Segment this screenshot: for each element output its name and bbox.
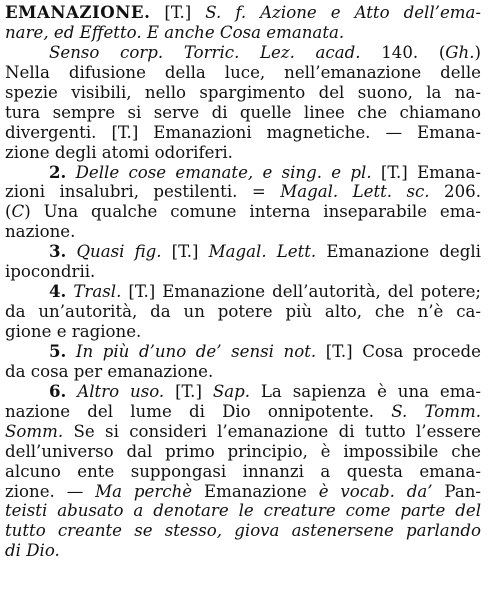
italic-run: S. f. Azione e Atto dell’ema- [205,3,481,22]
text-line [5,182,481,202]
italic-run: Quasi fig. [76,242,162,262]
italic-run: Altro uso. [77,381,165,401]
text-run: zioni insalubri, pestilenti. = [5,182,281,202]
text-run: [T.] [161,242,209,262]
italic-run: Magal. Lett. sc. [280,182,430,202]
text-line [5,322,481,342]
text-line [5,23,481,43]
text-run: Emanazione [192,481,319,501]
text-run: [T.] Cosa procede [316,341,481,361]
text-run: spezie visibili, nello spargimento del suono, la na- [5,82,481,102]
text-line [5,521,481,541]
text-run: [T.] [164,381,213,401]
text-run: 206. [429,182,481,202]
text-run: nazione del lume di Dio onnipotente. [5,401,392,421]
italic-run: Senso corp. Torric. Lez. acad. [49,42,361,62]
text-line [5,3,481,23]
text-run [66,242,76,261]
text-line [5,422,481,442]
text-line [5,222,481,242]
text-line [5,302,481,322]
sense-number: 4. [49,282,67,302]
text-line [5,541,481,561]
italic-run: In più d’uno de’ sensi not. [75,341,317,361]
text-line [5,202,481,222]
italic-run: teisti abusato a denotare le creature come parte del [5,501,481,521]
italic-run: Magal. Lett. [208,242,317,262]
text-run [66,163,75,182]
italic-run: C [11,202,25,222]
text-run [66,342,76,361]
headword: EMANAZIONE. [5,3,151,22]
text-run: Emanazione degli [316,242,481,262]
text-run: La sapienza è una ema- [250,381,481,401]
text-line [5,83,481,103]
sense-number: 3. [49,242,67,262]
italic-run: Somm. [5,421,64,441]
text-line [5,262,481,282]
text-line [5,143,481,163]
italic-run: di Dio. [5,541,60,561]
text-run: nazione. [5,222,76,242]
text-line [5,163,481,183]
text-run: 140. ( [360,42,446,62]
text-run: Se si consideri l’emanazione di tutto l’essere [63,421,481,441]
italic-run: Delle cose emanate, e sing. e pl. [75,162,372,182]
text-run: ) Una qualche comune interna inseparabile ema- [24,202,481,222]
text-line [5,242,481,262]
sense-number: 6. [49,381,67,401]
text-run: dell’universo dal primo principio, è impossibile che [5,441,481,461]
sense-number: 2. [49,162,67,182]
text-run: ) [474,42,481,62]
text-line [5,103,481,123]
text-run: gione e ragione. [5,322,142,341]
text-line [5,501,481,521]
text-line [5,382,481,402]
text-run: tura sempre si serve di quelle linee che chiamano [5,102,481,122]
italic-run: Sap. [212,381,250,401]
italic-run: è vocab. da’ [318,481,433,501]
text-run: alcuno ente suppongasi innanzi a questa emana- [5,461,481,481]
text-run: zione degli atomi odoriferi. [5,142,233,162]
text-run: ipocondrii. [5,262,96,282]
text-line [5,442,481,462]
text-line [5,402,481,422]
text-run: Nella difusione della luce, nell’emanazione delle [5,62,481,82]
italic-run: tutto creante se stesso, giova astenersene parlando [5,521,481,541]
text-run: da un’autorità, da un potere più alto, che n’è ca- [5,302,481,322]
italic-run: S. Tomm. [391,401,481,421]
text-line [5,462,481,482]
text-line [5,282,481,302]
text-run [66,382,77,401]
text-run: zione. — [5,481,96,501]
dictionary-entry [5,3,481,561]
text-run: da cosa per emanazione. [5,361,214,381]
text-line [5,123,481,143]
text-line [5,63,481,83]
italic-run: nare, ed Effetto. E anche Cosa emanata. [5,22,345,42]
text-run: [T.] [150,3,206,22]
italic-run: Ma perchè [95,481,193,501]
text-run: divergenti. [T.] Emanazioni magnetiche. — Emana- [5,122,481,142]
text-run: [T.] Emana- [371,162,481,182]
text-line [5,342,481,362]
sense-number: 5. [49,341,67,361]
italic-run: Gh. [445,42,475,62]
text-run: ( [5,202,12,222]
text-run: Pan- [432,481,481,501]
text-line [5,43,481,63]
text-line [5,362,481,382]
italic-run: Trasl. [73,282,122,302]
text-line [5,482,481,502]
text-run: [T.] Emanazione dell’autorità, del potere; [121,282,481,302]
